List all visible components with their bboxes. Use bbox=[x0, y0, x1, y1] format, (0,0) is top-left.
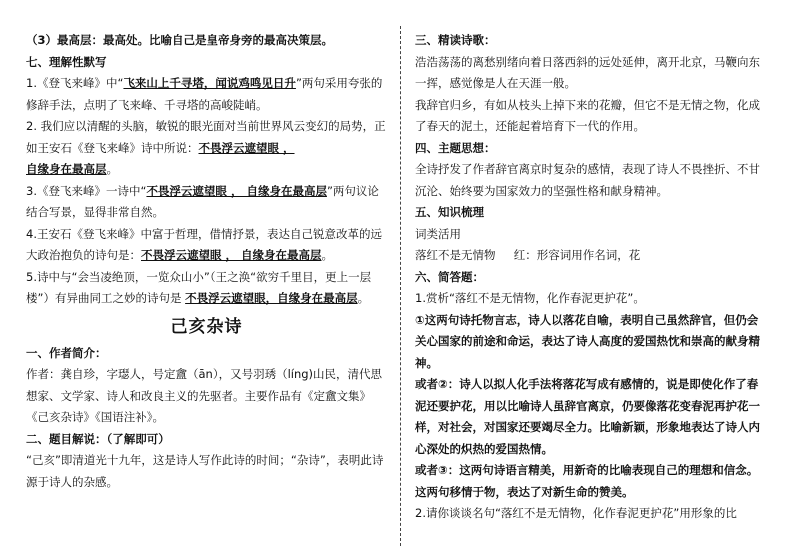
poem-paraphrase-1: 浩浩荡荡的离愁别绪向着日落西斜的远处延伸，离开北京，马鞭向东一挥，感觉像是人在天涯一般。 bbox=[415, 54, 760, 90]
question-4: 4.王安石《登飞来峰》中富于哲理，借情抒景，表达自己锐意改革的远大政治抱负的诗句是：不畏浮云遮望眼 ， 自缘身在最高层。 bbox=[26, 226, 382, 262]
section-6-heading: 六、简答题： bbox=[415, 269, 484, 284]
answer-4: 不畏浮云遮望眼 ， 自缘身在最高层 bbox=[141, 248, 322, 262]
answer-2a: 不畏浮云遮望眼 ， bbox=[198, 140, 295, 155]
section-4-heading: 四、主题思想： bbox=[415, 140, 496, 155]
left-column bbox=[26, 30, 387, 493]
poem-title: 己亥杂诗 bbox=[170, 316, 243, 337]
knowledge-label: 词类活用 bbox=[415, 226, 461, 241]
column-divider bbox=[400, 26, 401, 546]
section-7-heading: 七、理解性默写 bbox=[26, 54, 107, 69]
theme-text: 全诗抒发了作者辞官离京时复杂的感情，表现了诗人不畏挫折、不甘沉沦、始终要为国家效力的坚强性格和献身精神。 bbox=[415, 162, 760, 198]
title-explanation: “己亥”即清道光十九年，这是诗人写作此诗的时间；“杂诗”，表明此诗源于诗人的杂感。 bbox=[26, 453, 384, 489]
section-3-heading: 三、精读诗歌： bbox=[415, 33, 496, 47]
answer-3: 不畏浮云遮望眼 ， 自缘身在最高层 bbox=[146, 183, 327, 198]
answer-option-2: 或者②：诗人以拟人化手法将落花写成有感情的，说是即使化作了春泥还要护花，用以比喻诗人虽辞官离京，仍要像落花变春泥再护花一样，对社会，对国家还要竭尽全力。比喻新颖，形象地表达了诗人内心深处的炽热的爱国热情。 bbox=[415, 377, 760, 456]
section-2-heading: 二、题目解说：（了解即可） bbox=[26, 431, 170, 446]
poem-paraphrase-2: 我辞官归乡，有如从枝头上掉下来的花瓣，但它不是无情之物，化成了春天的泥土，还能起着培育下一代的作用。 bbox=[415, 97, 760, 133]
answer-5: 不畏浮云遮望眼，自缘身在最高层 bbox=[185, 291, 358, 305]
short-question-2: 2.请你谈谈名句“落红不是无情物，化作春泥更护花”用形象的比 bbox=[415, 506, 737, 520]
short-question-1: 1.赏析“落红不是无情物，化作春泥更护花”。 bbox=[415, 291, 645, 305]
right-column bbox=[415, 30, 769, 525]
answer-option-1: ①这两句诗托物言志，诗人以落花自喻，表明自己虽然辞官，但仍会关心国家的前途和命运，表达了诗人高度的爱国热忱和崇高的献身精神。 bbox=[415, 312, 760, 370]
knowledge-item: 落红不是无情物 红：形容词用作名词，花 bbox=[415, 248, 641, 262]
author-intro: 作者：龚自珍，字璱人，号定盦（ān），又号羽琇（líng)山民，清代思想家、文学家、诗人和改良主义的先驱者。主要作品有《定盦文集》《己亥杂诗》《国语注补》。 bbox=[26, 367, 383, 424]
answer-1: 飞来山上千寻塔，闻说鸡鸣见日升 bbox=[123, 76, 296, 90]
section-5-heading: 五、知识梳理 bbox=[415, 205, 484, 219]
answer-2b: 自缘身在最高层 bbox=[26, 162, 107, 176]
question-1: 1.《登飞来峰》中“飞来山上千寻塔，闻说鸡鸣见日升”两句采用夸张的修辞手法，点明了飞来峰、千寻塔的高峻陡峭。 bbox=[26, 76, 383, 112]
question-2: 2. 我们应以清醒的头脑，敏锐的眼光面对当前世界风云变幻的局势，正如王安石《登飞来峰》诗中所说：不畏浮云遮望眼 ， 自缘身在最高层。 bbox=[26, 119, 386, 176]
question-5: 5.诗中与“会当凌绝顶，一览众山小”（王之涣“欲穷千里目，更上一层楼”）有异曲同工之妙的诗句是 不畏浮云遮望眼，自缘身在最高层。 bbox=[26, 269, 372, 305]
section-1-heading: 一、作者简介： bbox=[26, 345, 107, 360]
answer-option-3: 或者③：这两句诗语言精美，用新奇的比喻表现自己的理想和信念。这两句移情于物，表达了对新生命的赞美。 bbox=[415, 463, 759, 499]
meaning-item-3: （3）最高层：最高处。比喻自己是皇帝身旁的最高决策层。 bbox=[26, 33, 333, 47]
question-3: 3.《登飞来峰》一诗中“不畏浮云遮望眼 ， 自缘身在最高层”两句议论结合写景，显得非常自然。 bbox=[26, 183, 379, 219]
